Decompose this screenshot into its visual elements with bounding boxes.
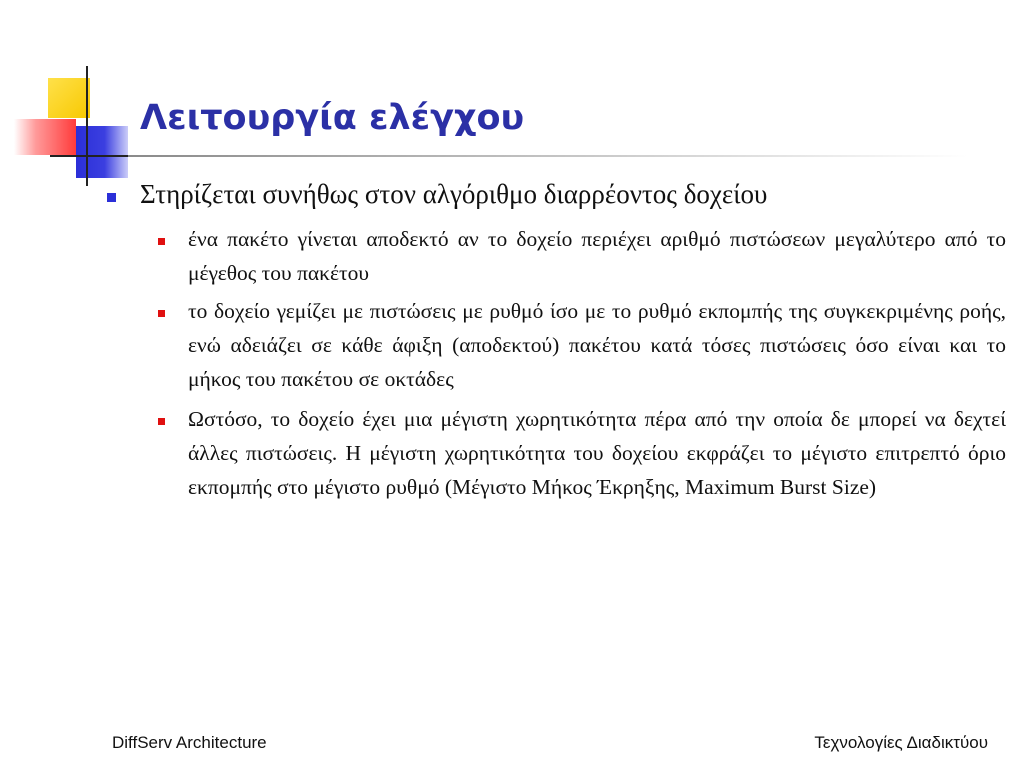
sub-bullet-square-icon [158, 418, 165, 425]
title-divider [128, 155, 968, 157]
sub-bullet-square-icon [158, 238, 165, 245]
footer-right-text: Τεχνολογίες Διαδικτύου [814, 733, 988, 752]
sub-bullet-text-3: Ωστόσο, το δοχείο έχει μια μέγιστη χωρητικότητα πέρα από την οποία δε μπορεί να δεχτεί άλλες πιστώσεις. Η μέγιστη χωρητικότητα του δοχείου εκφράζει το μέγιστο επιτρεπτό όριο εκπομπής στο μέγιστο ρυθμό (Μέγιστο Μήκος Έκρηξης, Maximum Burst Size) [188, 407, 1006, 499]
slide-title: Λειτουργία ελέγχου [140, 98, 525, 138]
logo-horizontal-line [50, 155, 140, 157]
sub-bullet-square-icon [158, 310, 165, 317]
bullet-square-icon [107, 193, 116, 202]
logo-vertical-line [86, 66, 88, 186]
logo-yellow-square [48, 78, 90, 118]
sub-bullet-text-1: ένα πακέτο γίνεται αποδεκτό αν το δοχείο περιέχει αριθμό πιστώσεων μεγαλύτερο από το μέγεθος του πακέτου [188, 227, 1006, 285]
footer-left-text: DiffServ Architecture [112, 733, 267, 752]
sub-bullet-text-2: το δοχείο γεμίζει με πιστώσεις με ρυθμό ίσο με το ρυθμό εκπομπής της συγκεκριμένης ροής, ενώ αδειάζει σε κάθε άφιξη (αποδεκτού) πακέτου κατά τόσες πιστώσεις όσο είναι και το μήκος του πακέτου σε οκτάδες [188, 299, 1006, 391]
logo-blue-square [76, 126, 128, 178]
logo-red-bar [14, 119, 76, 155]
main-bullet-text: Στηρίζεται συνήθως στον αλγόριθμο διαρρέοντος δοχείου [140, 179, 768, 209]
